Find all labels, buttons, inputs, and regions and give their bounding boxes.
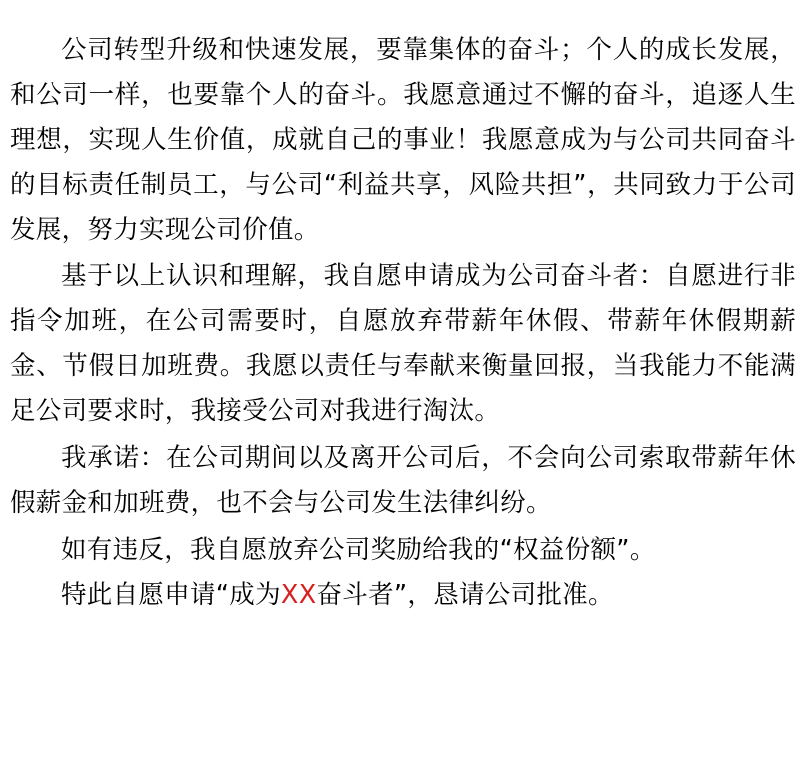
paragraph-3: 我承诺：在公司期间以及离开公司后，不会向公司索取带薪年休假薪金和加班费，也不会与公司发生法律纠纷。	[10, 442, 796, 518]
paragraph-5	[10, 573, 796, 618]
paragraph-2: 基于以上认识和理解，我自愿申请成为公司奋斗者：自愿进行非指令加班，在公司需要时，自愿放弃带薪年休假、带薪年休假期薪金、节假日加班费。我愿以责任与奉献来衡量回报，当我能力不能满足公司要求时，我接受公司对我进行淘汰。	[10, 261, 796, 426]
paragraph-5-highlight: XX	[280, 579, 317, 610]
paragraph-5-prefix: 特此自愿申请“成为	[61, 579, 281, 610]
paragraph-4: 如有违反，我自愿放弃公司奖励给我的“权益份额”。	[61, 534, 656, 565]
paragraph-1: 公司转型升级和快速发展，要靠集体的奋斗；个人的成长发展，和公司一样，也要靠个人的奋斗。我愿意通过不懈的奋斗，追逐人生理想，实现人生价值，成就自己的事业！我愿意成为与公司共同奋斗的目标责任制员工，与公司“利益共享，风险共担”，共同致力于公司发展，努力实现公司价值。	[10, 35, 796, 245]
paragraph-5-suffix: 奋斗者”，恳请公司批准。	[316, 579, 614, 610]
document-body	[0, 28, 800, 617]
